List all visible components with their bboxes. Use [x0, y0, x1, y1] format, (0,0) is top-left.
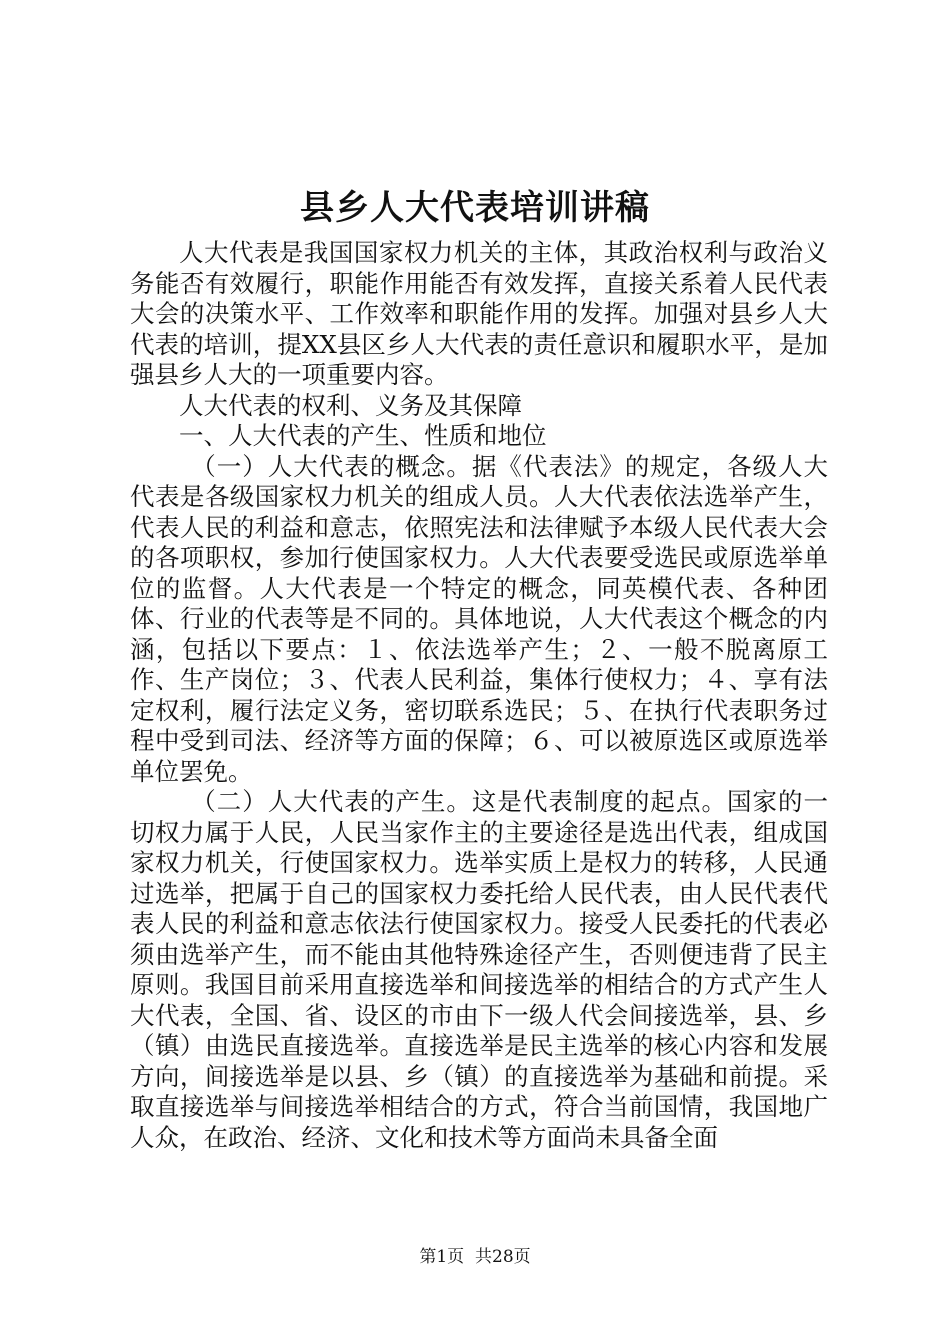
page-total: 共28页 — [475, 1247, 531, 1267]
subsection-heading: 一、人大代表的产生、性质和地位 — [179, 421, 547, 450]
paragraph-concept: （一）人大代表的概念。据《代表法》的规定，各级人大代表是各级国家权力机关的组成人员。人大代表依法选举产生，代表人民的利益和意志，依照宪法和法律赋予本级人民代表大会的各项职权，参加行使国家权力。人大代表要受选民或原选举单位的监督。人大代表是一个特定的概念，同英模代表、各种团体、行业的代表等是不同的。具体地说，人大代表这个概念的内涵，包括以下要点：１、依法选举产生；２、一般不脱离原工作、生产岗位；３、代表人民利益，集体行使权力；４、享有法定权利，履行法定义务，密切联系选民；５、在执行代表职务过程中受到司法、经济等方面的保障；６、可以被原选区或原选举单位罢免。 — [130, 451, 828, 786]
paragraph-intro: 人大代表是我国国家权力机关的主体，其政治权利与政治义务能否有效履行，职能作用能否有效发挥，直接关系着人民代表大会的决策水平、工作效率和职能作用的发挥。加强对县乡人大代表的培训，提XX县区乡人大代表的责任意识和履职水平，是加强县乡人大的一项重要内容。 — [130, 238, 828, 389]
paragraph-election: （二）人大代表的产生。这是代表制度的起点。国家的一切权力属于人民，人民当家作主的主要途径是选出代表，组成国家权力机关，行使国家权力。选举实质上是权力的转移，人民通过选举，把属于自己的国家权力委托给人民代表，由人民代表代表人民的利益和意志依法行使国家权力。接受人民委托的代表必须由选举产生，而不能由其他特殊途径产生，否则便违背了民主原则。我国目前采用直接选举和间接选举的相结合的方式产生人大代表，全国、省、设区的市由下一级人代会间接选举，县、乡（镇）由选民直接选举。直接选举是民主选举的核心内容和发展方向，间接选举是以县、乡（镇）的直接选举为基础和前提。采取直接选举与间接选举相结合的方式，符合当前国情，我国地广人众，在政治、经济、文化和技术等方面尚未具备全面 — [130, 787, 828, 1152]
page-number: 第1页 — [419, 1247, 465, 1267]
page-footer — [0, 1245, 950, 1269]
document-body — [130, 238, 828, 1153]
section-heading: 人大代表的权利、义务及其保障 — [179, 390, 522, 420]
document-title: 县乡人大代表培训讲稿 — [300, 188, 650, 228]
